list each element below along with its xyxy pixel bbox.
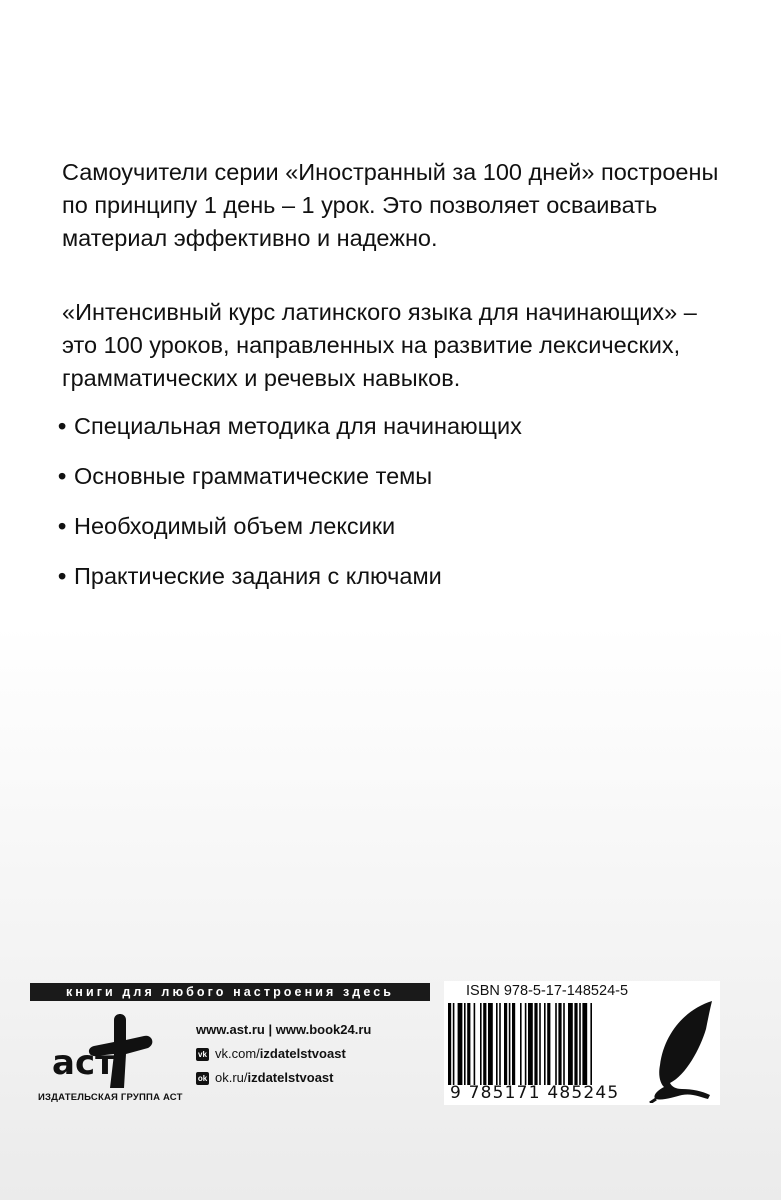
barcode-bar (579, 1003, 581, 1085)
feature-item: • Практические задания с ключами (58, 560, 522, 610)
bullet-icon: • (58, 513, 67, 539)
bullet-icon: • (58, 413, 67, 439)
barcode-bar (582, 1003, 587, 1085)
feature-item: • Специальная методика для начинающих (58, 410, 522, 460)
barcode-bar (483, 1003, 486, 1085)
barcode-bar (544, 1003, 546, 1085)
barcode-bar (558, 1003, 561, 1085)
ast-logo (48, 1010, 158, 1090)
isbn-digits: 9 785171 485245 (450, 1083, 620, 1103)
barcode-bar (480, 1003, 482, 1085)
feature-item: • Необходимый объем лексики (58, 510, 522, 560)
bullet-icon: • (58, 563, 67, 589)
barcode-bar (563, 1003, 565, 1085)
feature-item: • Основные грамматические темы (58, 460, 522, 510)
course-line: «Интенсивный курс латинского языка для начинающих» – (62, 299, 697, 325)
ok-icon: ok (197, 1073, 208, 1083)
barcode-bar (512, 1003, 515, 1085)
vk-icon: vk (196, 1048, 209, 1061)
tagline-banner: книги для любого настроения здесь (30, 983, 430, 1001)
intro-line: Самоучители серии «Иностранный за 100 дней» построены (62, 159, 719, 185)
bullet-icon: • (58, 463, 67, 489)
ok-link[interactable]: ok ok.ru/izdatelstvoast (197, 1070, 334, 1085)
barcode-bar (525, 1003, 527, 1085)
barcode-bar (496, 1003, 498, 1085)
barcode-bar (547, 1003, 550, 1085)
barcode-bar (458, 1003, 463, 1085)
barcode-bar (590, 1003, 592, 1085)
barcode-bar (464, 1003, 466, 1085)
imprint-label: ИЗДАТЕЛЬСКАЯ ГРУППА АСТ (38, 1092, 183, 1103)
feature-list (58, 410, 522, 610)
isbn-label: ISBN 978-5-17-148524-5 (466, 983, 629, 999)
barcode-bar (448, 1003, 451, 1085)
barcode-bar (539, 1003, 541, 1085)
sites-link[interactable]: www.ast.ru | www.book24.ru (196, 1022, 372, 1037)
logo-lettering: аст (52, 1043, 115, 1083)
quill-logo-icon (646, 999, 718, 1103)
intro-line: материал эффективно и надежно. (62, 225, 438, 251)
vk-link[interactable]: vk vk.com/izdatelstvoast (196, 1042, 371, 1066)
barcode-bar (453, 1003, 455, 1085)
publisher-links (196, 1018, 371, 1090)
intro-paragraph (62, 156, 762, 255)
barcode-bar (467, 1003, 470, 1085)
course-line: это 100 уроков, направленных на развитие лексических, (62, 332, 681, 358)
barcode-bar (528, 1003, 533, 1085)
barcode-bar (555, 1003, 557, 1085)
barcode-bar (474, 1003, 476, 1085)
barcode-bar (574, 1003, 577, 1085)
intro-line: по принципу 1 день – 1 урок. Это позволяет осваивать (62, 192, 658, 218)
barcode-bar (509, 1003, 511, 1085)
barcode-bar (534, 1003, 537, 1085)
barcode-bar (568, 1003, 573, 1085)
barcode-bar (488, 1003, 493, 1085)
barcode-bars (446, 1003, 644, 1085)
barcode-bar (499, 1003, 501, 1085)
barcode-bar (504, 1003, 507, 1085)
course-paragraph (62, 296, 762, 395)
course-line: грамматических и речевых навыков. (62, 365, 461, 391)
barcode-bar (520, 1003, 522, 1085)
barcode-panel (444, 981, 720, 1105)
